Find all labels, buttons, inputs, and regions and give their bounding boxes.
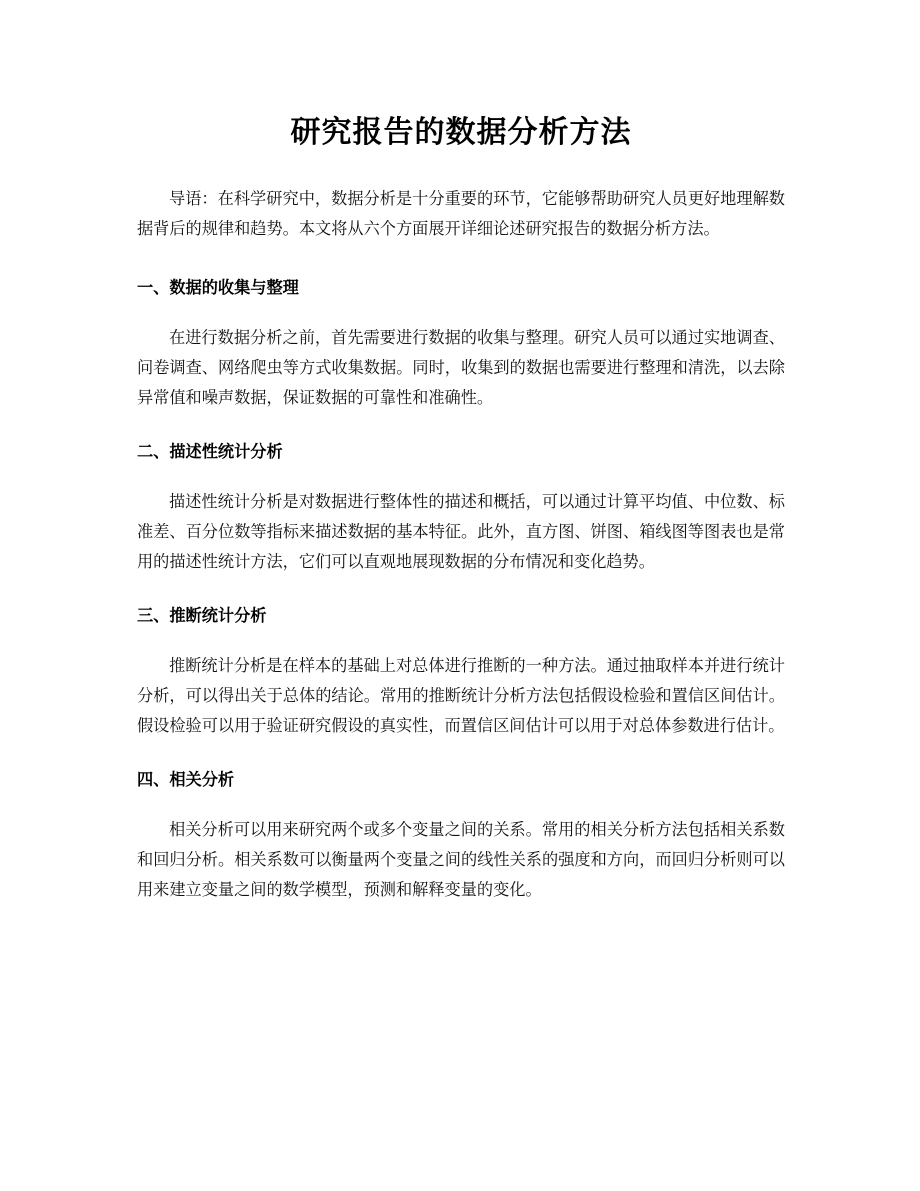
section-body-inferential-statistics: 推断统计分析是在样本的基础上对总体进行推断的一种方法。通过抽取样本并进行统计分析，可以得出关于总体的结论。常用的推断统计分析方法包括假设检验和置信区间估计。假设检验可以用于验证研究假设的真实性，而置信区间估计可以用于对总体参数进行估计。 [137, 656, 785, 735]
section-body-descriptive-statistics: 描述性统计分析是对数据进行整体性的描述和概括，可以通过计算平均值、中位数、标准差、百分位数等指标来描述数据的基本特征。此外，直方图、饼图、箱线图等图表也是常用的描述性统计方法，它们可以直观地展现数据的分布情况和变化趋势。 [137, 492, 785, 571]
section-heading-descriptive-statistics: 二、描述性统计分析 [137, 442, 283, 461]
section-body-correlation-analysis: 相关分析可以用来研究两个或多个变量之间的关系。常用的相关分析方法包括相关系数和回归分析。相关系数可以衡量两个变量之间的线性关系的强度和方向，而回归分析则可以用来建立变量之间的数学模型，预测和解释变量的变化。 [137, 820, 785, 899]
section-heading-correlation-analysis: 四、相关分析 [137, 770, 235, 789]
document-title: 研究报告的数据分析方法 [290, 115, 632, 150]
section-heading-inferential-statistics: 三、推断统计分析 [137, 606, 267, 625]
section-heading-data-collection: 一、数据的收集与整理 [137, 278, 299, 297]
intro-paragraph: 导语：在科学研究中，数据分析是十分重要的环节，它能够帮助研究人员更好地理解数据背后的规律和趋势。本文将从六个方面展开详细论述研究报告的数据分析方法。 [137, 189, 785, 238]
document-page [137, 0, 785, 905]
section-body-data-collection: 在进行数据分析之前，首先需要进行数据的收集与整理。研究人员可以通过实地调查、问卷调查、网络爬虫等方式收集数据。同时，收集到的数据也需要进行整理和清洗，以去除异常值和噪声数据，保证数据的可靠性和准确性。 [137, 328, 785, 407]
